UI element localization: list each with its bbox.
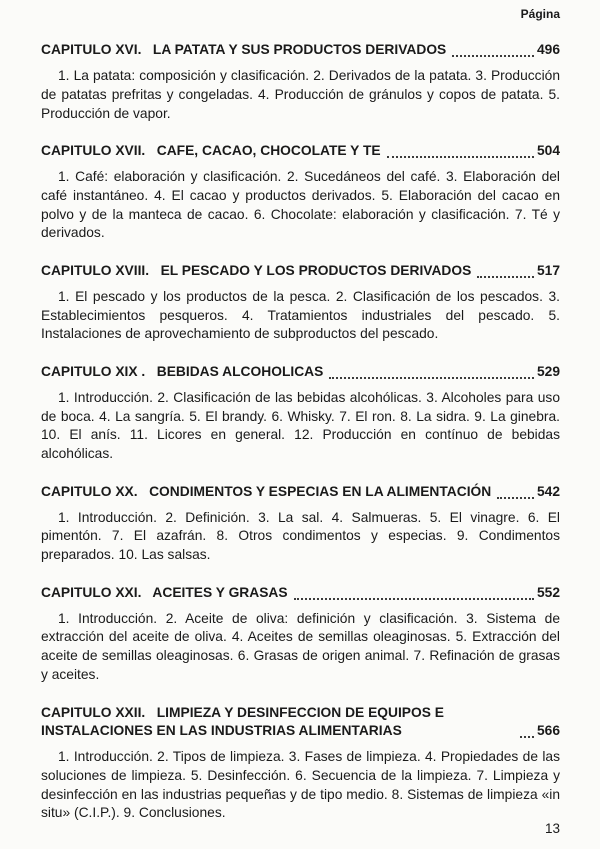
chapter-heading [41, 704, 560, 742]
toc-entry [41, 363, 560, 464]
chapter-title: CAPITULO XX. CONDIMENTOS Y ESPECIAS EN LA ALIMENTACIÓN [41, 483, 492, 499]
toc-entry [41, 41, 560, 123]
toc-entry [41, 584, 560, 685]
pagina-column-header: Página [520, 7, 560, 21]
dot-leader [520, 736, 534, 738]
dot-leader [497, 497, 534, 499]
chapter-heading [41, 142, 560, 161]
dot-leader [477, 276, 534, 278]
chapter-heading [41, 584, 560, 603]
dot-leader [294, 598, 534, 600]
chapter-page-number: 542 [536, 483, 560, 499]
chapter-title: CAPITULO XVIII. EL PESCADO Y LOS PRODUCTOS DERIVADOS [41, 263, 472, 279]
page-number-footer: 13 [544, 820, 560, 836]
chapter-title: CAPITULO XXI. ACEITES Y GRASAS [41, 584, 288, 600]
chapter-heading [41, 41, 560, 60]
chapter-heading [41, 483, 560, 502]
chapter-page-number: 529 [536, 364, 560, 380]
chapter-sections: 1. Café: elaboración y clasificación. 2. Sucedáneos del café. 3. Elaboración del café instantáneo. 4. El cacao y productos derivados. 5. Elaboración del cacao en polvo y de la manteca de cacao. 6. Chocolate: elaboración y clasificación. 7. Té y derivados. [41, 169, 560, 241]
chapter-sections: 1. Introducción. 2. Aceite de oliva: definición y clasificación. 3. Sistema de extracción del aceite de oliva. 4. Aceites de semillas oleaginosas. 5. Extracción del aceite de semillas oleaginosas. 6. Grasas de origen animal. 7. Refinación de grasas y aceites. [41, 610, 560, 682]
chapter-page-number: 517 [536, 263, 560, 279]
chapter-page-number: 504 [536, 143, 560, 159]
chapter-sections: 1. Introducción. 2. Definición. 3. La sal. 4. Salmueras. 5. El vinagre. 6. El pimentón. 7. El azafrán. 8. Otros condimentos y especias. 9. Condimentos preparados. 10. Las salsas. [41, 509, 560, 563]
chapter-page-number: 552 [536, 584, 560, 600]
chapter-title: CAPITULO XVII. CAFE, CACAO, CHOCOLATE Y TE [41, 143, 381, 159]
dot-leader [387, 156, 534, 158]
chapter-heading [41, 262, 560, 281]
chapter-sections: 1. El pescado y los productos de la pesca. 2. Clasificación de los pescados. 3. Establecimientos pesqueros. 4. Tratamientos industriales del pescado. 5. Instalaciones de aprovechamiento de subproductos del pescado. [41, 288, 560, 342]
chapter-sections: 1. Introducción. 2. Clasificación de las bebidas alcohólicas. 3. Alcoholes para uso de boca. 4. La sangría. 5. El brandy. 6. Whisky. 7. El ron. 8. La sidra. 9. La ginebra. 10. El anís. 11. Licores en general. 12. Producción en contínuo de bebidas alcohólicas. [41, 389, 560, 462]
chapter-sections: 1. La patata: composición y clasificación. 2. Derivados de la patata. 3. Producción de patatas prefritas y congeladas. 4. Producción de gránulos y copos de patata. 5. Producción de vapor. [41, 68, 560, 121]
chapter-sections: 1. Introducción. 2. Tipos de limpieza. 3. Fases de limpieza. 4. Propiedades de las soluciones de limpieza. 5. Desinfección. 6. Secuencia de la limpieza. 7. Limpieza y desinfección en las industrias pequeñas y de tipo medio. 8. Sistemas de limpieza «in situ» (C.I.P.). 9. Conclusiones. [41, 749, 560, 821]
dot-leader [329, 377, 534, 379]
chapter-title: CAPITULO XVI. LA PATATA Y SUS PRODUCTOS DERIVADOS [41, 42, 447, 58]
chapter-title: CAPITULO XXII. LIMPIEZA Y DESINFECCION DE EQUIPOS E INSTALACIONES EN LAS INDUSTRIAS ALIMENTARIAS [41, 704, 448, 739]
toc-entry [41, 142, 560, 243]
chapter-page-number: 496 [536, 42, 560, 58]
chapter-page-number: 566 [536, 723, 560, 739]
dot-leader [452, 55, 534, 57]
chapter-title: CAPITULO XIX . BEBIDAS ALCOHOLICAS [41, 364, 324, 380]
toc-entry [41, 704, 560, 824]
toc-entry [41, 262, 560, 344]
chapter-heading [41, 363, 560, 382]
toc-entry [41, 483, 560, 565]
